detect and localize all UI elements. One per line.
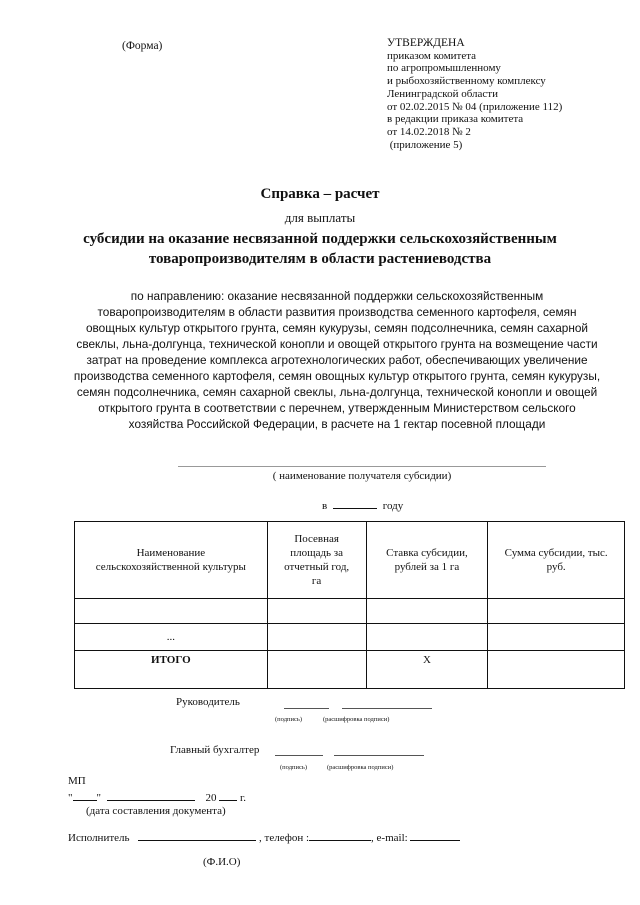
head-label: Руководитель [176, 696, 240, 708]
heading-line: субсидии на оказание несвязанной поддержки сельскохозяйственным [83, 231, 557, 247]
table-cell[interactable] [75, 599, 268, 624]
date-quote-close: " [96, 792, 101, 804]
head-decode-field[interactable] [342, 708, 432, 709]
table-header-cell [267, 522, 366, 599]
decode-hint: (расшифровка подписи) [327, 764, 394, 771]
year-row [322, 498, 403, 512]
email-label: , e-mail: [371, 832, 408, 844]
header-area: Посевная площадь за отчетный год, га [284, 533, 350, 587]
year-suffix: г. [240, 792, 247, 804]
table-cell[interactable] [267, 599, 366, 624]
header-sum: Сумма субсидии, тыс. руб. [504, 547, 608, 573]
email-field[interactable] [410, 830, 460, 841]
accountant-signature-field[interactable] [275, 755, 323, 756]
month-field[interactable] [107, 790, 195, 801]
year-field[interactable] [333, 498, 377, 509]
executor-row [68, 830, 460, 844]
accountant-decode-field[interactable] [334, 755, 424, 756]
subsidy-table [74, 521, 625, 689]
approval-line: от 14.02.2018 № 2 [387, 125, 471, 138]
heading-line: товаропроизводителям в области растениеводства [148, 251, 492, 267]
approval-line: и рыбохозяйственному комплексу [387, 75, 546, 88]
form-label: (Форма) [122, 40, 163, 52]
year-prefix: в [322, 500, 328, 512]
date-quote-open: " [68, 792, 73, 804]
recipient-field[interactable] [178, 466, 546, 467]
approval-line: по агропромышленному [387, 62, 501, 75]
day-field[interactable] [73, 790, 97, 801]
date-year-field[interactable] [219, 790, 237, 801]
total-label: ИТОГО [75, 651, 268, 689]
table-cell[interactable] [366, 624, 488, 651]
approval-line: приказом комитета [387, 49, 477, 62]
table-cell[interactable] [75, 624, 268, 651]
executor-name-field[interactable] [138, 830, 256, 841]
table-cell[interactable] [488, 624, 625, 651]
table-cell[interactable] [267, 624, 366, 651]
table-cell[interactable] [366, 599, 488, 624]
table-header-cell [488, 522, 625, 599]
signature-hint: (подпись) [280, 764, 307, 771]
year-prefix: 20 [205, 792, 217, 804]
document-heading [0, 229, 640, 269]
approval-line: в редакции приказа комитета [387, 113, 524, 126]
document-subtitle: для выплаты [284, 210, 356, 225]
header-crop: Наименование сельскохозяйственной культуры [95, 547, 246, 573]
approval-block [387, 37, 562, 151]
date-caption: (дата составления документа) [86, 805, 226, 817]
phone-label: , телефон : [259, 832, 310, 844]
date-row [68, 790, 246, 804]
head-signature-field[interactable] [284, 708, 329, 709]
stamp-label: МП [68, 775, 86, 787]
year-suffix: году [382, 500, 404, 512]
header-rate: Ставка субсидии, рублей за 1 га [386, 547, 468, 573]
approval-line: Ленинградской области [387, 87, 498, 100]
executor-label: Исполнитель [68, 832, 130, 844]
direction-text: по направлению: оказание несвязанной поддержки сельскохозяйственным товаропроизводителям в области развития производства семенного картофеля, семян овощных культур открытого грунта, семян кукурузы, семян подсолнечника, семян сахарной свеклы, льна-долгунца, технической конопли и овощей открытого грунта на возмещение части затрат на проведение комплекса агротехнологических работ, обеспечивающих увеличение производства семенного картофеля, семян овощных культур открытого грунта, семян кукурузы, семян подсолнечника, семян сахарной свеклы, льна-долгунца, технической конопли и овощей открытого грунта в соответствии с перечнем, утвержденным Министерством сельского хозяйства Российской Федерации, в расчете на 1 гектар посевной площади [73, 289, 601, 431]
table-cell[interactable] [267, 651, 366, 689]
phone-field[interactable] [309, 830, 371, 841]
signature-hint: (подпись) [275, 716, 302, 723]
table-header-cell [366, 522, 488, 599]
table-header-row [75, 522, 625, 599]
table-row [75, 599, 625, 624]
accountant-label: Главный бухгалтер [170, 744, 260, 756]
recipient-caption: ( наименование получателя субсидии) [272, 470, 452, 482]
approval-line: УТВЕРЖДЕНА [387, 37, 465, 49]
table-row [75, 624, 625, 651]
table-cell[interactable] [488, 651, 625, 689]
table-header-cell [75, 522, 268, 599]
approval-line: (приложение 5) [387, 138, 463, 151]
fio-caption: (Ф.И.О) [203, 856, 241, 868]
ellipsis-text: ... [166, 631, 175, 643]
table-cell[interactable] [488, 599, 625, 624]
table-total-row [75, 651, 625, 689]
decode-hint: (расшифровка подписи) [323, 716, 390, 723]
approval-line: от 02.02.2015 № 04 (приложение 112) [387, 100, 563, 113]
document-title: Справка – расчет [260, 186, 380, 202]
total-rate: Х [366, 651, 488, 689]
